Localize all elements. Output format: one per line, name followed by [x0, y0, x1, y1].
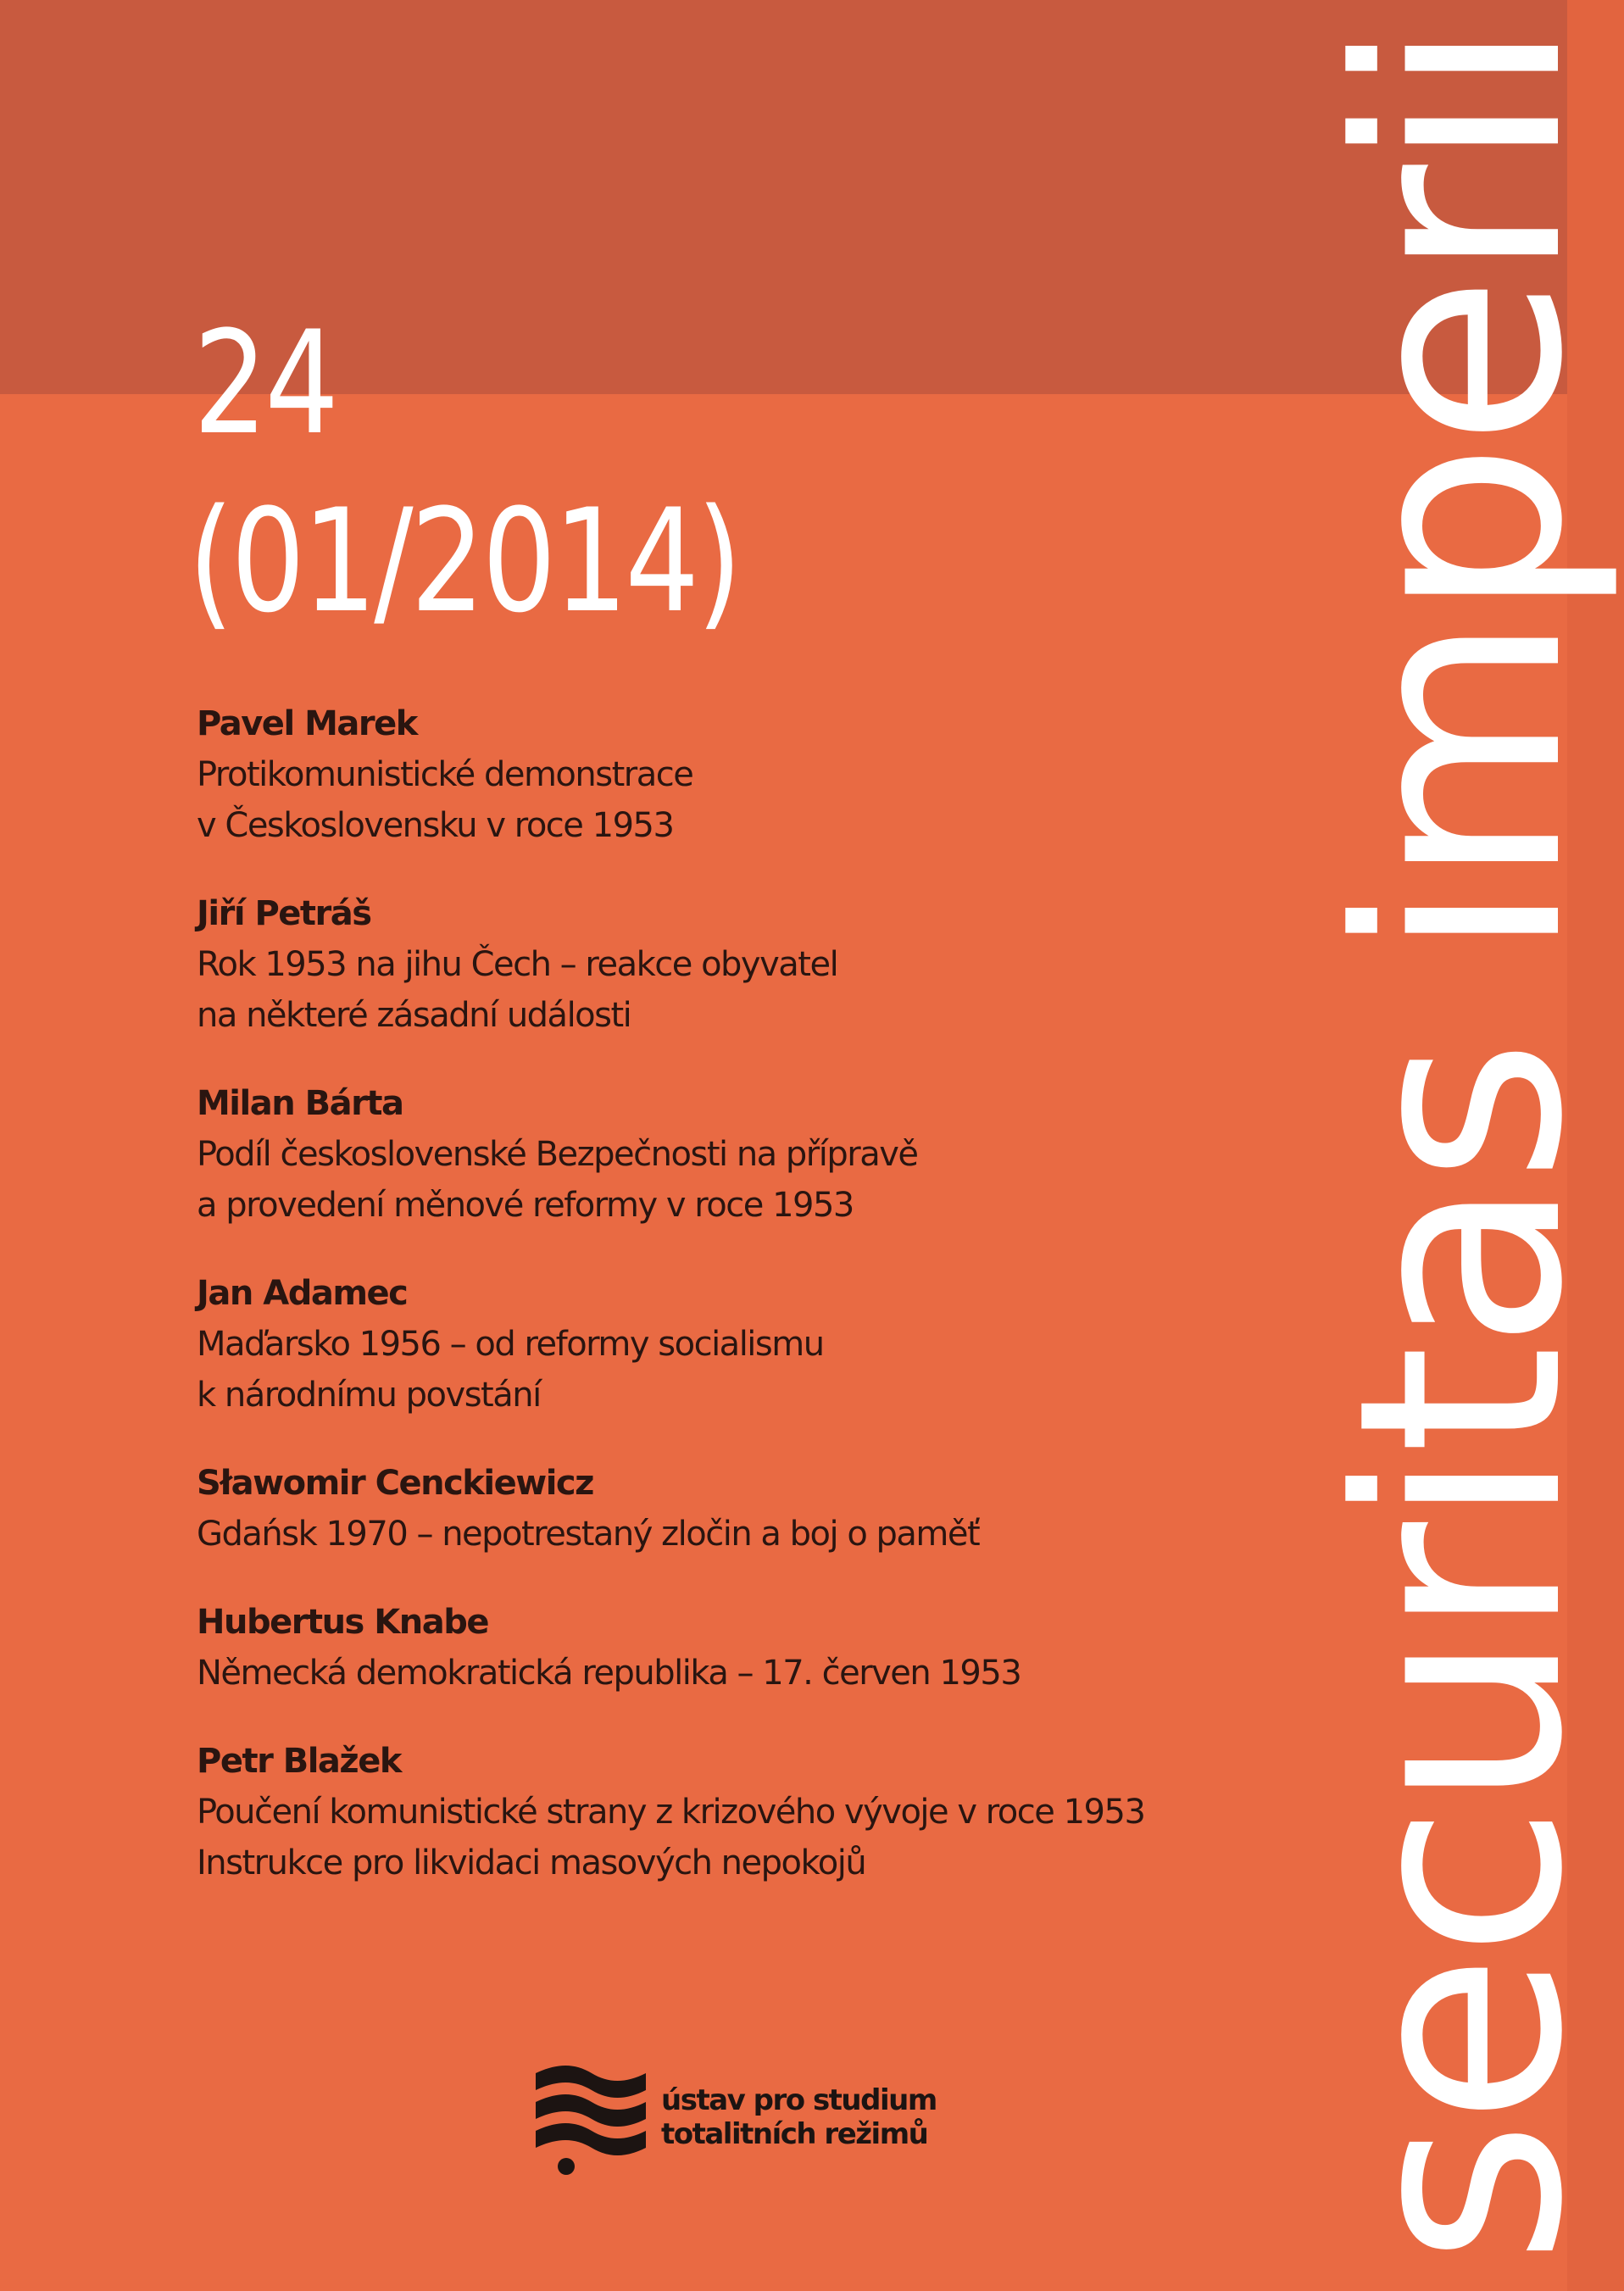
publisher-block [532, 2058, 937, 2177]
article-title-line: k národnímu povstání [197, 1376, 541, 1415]
publisher-name-line: ústav pro studium [661, 2083, 937, 2117]
toc-entry [197, 1268, 1341, 1421]
article-title-line: Gdańsk 1970 – nepotrestaný zločin a boj o paměť [197, 1515, 980, 1554]
article-title-line: na některé zásadní události [197, 996, 631, 1035]
article-title-line: Instrukce pro likvidaci masových nepokojů [197, 1843, 866, 1882]
issue-number: 24 [193, 300, 336, 466]
article-title-line: Poučení komunistické strany z krizového vývoje v roce 1953 [197, 1793, 1145, 1832]
toc-entry [197, 698, 1341, 851]
article-author: Petr Blažek [197, 1742, 401, 1781]
article-author: Sławomir Cenckiewicz [197, 1464, 593, 1503]
publisher-name [661, 2083, 937, 2151]
toc-entry [197, 1078, 1341, 1231]
article-title-line: a provedení měnové reformy v roce 1953 [197, 1186, 854, 1225]
article-title-line: Podíl československé Bezpečnosti na přípravě [197, 1135, 918, 1174]
toc-entry [197, 1597, 1341, 1699]
toc-entry [197, 888, 1341, 1041]
article-title-line: Rok 1953 na jihu Čech – reakce obyvatel [197, 945, 838, 984]
article-author: Hubertus Knabe [197, 1603, 488, 1642]
article-author: Milan Bárta [197, 1084, 403, 1123]
article-title-line: Protikomunistické demonstrace [197, 755, 693, 794]
article-author: Jiří Petráš [197, 894, 371, 933]
article-title-line: Německá demokratická republika – 17. červen 1953 [197, 1654, 1021, 1693]
ustr-logo-icon [532, 2058, 649, 2177]
journal-title: securitas imperii [1299, 24, 1624, 2266]
article-author: Pavel Marek [197, 704, 417, 743]
toc-entry [197, 1458, 1341, 1560]
toc-entry [197, 1736, 1341, 1888]
table-of-contents [197, 698, 1341, 1926]
spine-title-container [1299, 0, 1624, 2291]
article-title-line: v Československu v roce 1953 [197, 806, 674, 845]
article-title-line: Maďarsko 1956 – od reformy socialismu [197, 1325, 824, 1364]
publisher-name-line: totalitních režimů [661, 2117, 928, 2151]
article-author: Jan Adamec [197, 1274, 408, 1313]
issue-date: (01/2014) [188, 478, 740, 644]
